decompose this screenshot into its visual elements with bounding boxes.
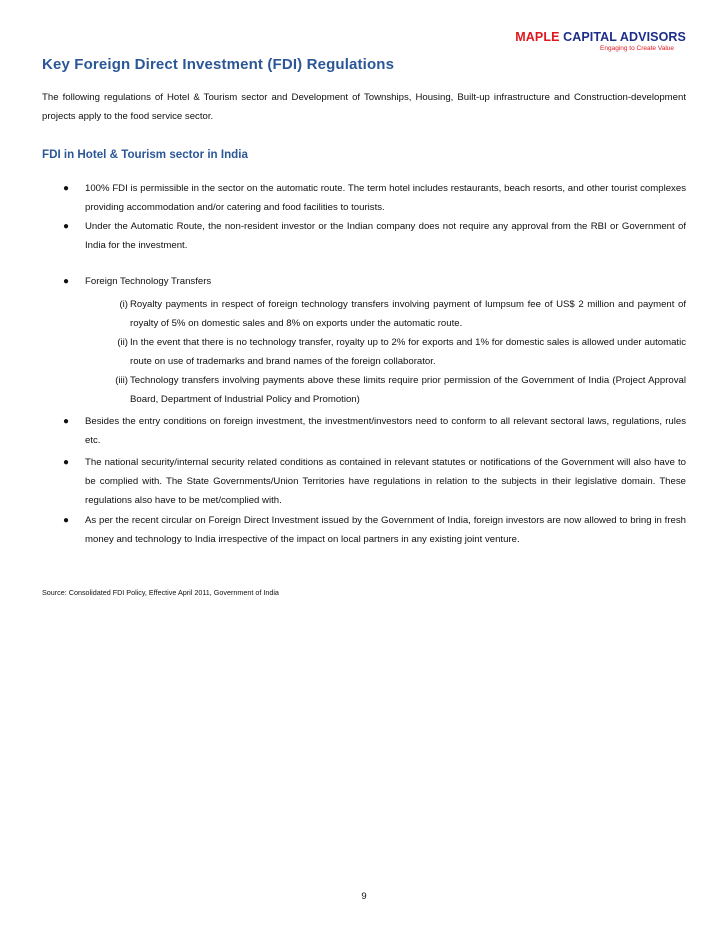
list-item [42,412,686,450]
logo-capital-advisors: CAPITAL ADVISORS [563,30,686,44]
bullet-list-c1 [42,412,686,450]
sub-list [106,295,686,409]
logo-tagline: Engaging to Create Value [600,45,674,52]
bullet-icon: ● [63,276,70,287]
bullet-text: Besides the entry conditions on foreign investment, the investment/investors need to conform to all relevant sectoral laws, regulations, rules etc. [85,416,686,446]
sub-item-number: (iii) [115,375,128,386]
list-item [42,453,686,510]
bullet-text: Foreign Technology Transfers [85,276,212,287]
sub-list-item [106,295,686,333]
list-item [42,217,686,255]
bullet-icon: ● [63,183,70,194]
bullet-text: As per the recent circular on Foreign Direct Investment issued by the Government of India, foreign investors are now allowed to bring in fresh money and technology to India irrespective of the impact on local partners in any existing joint venture. [85,515,686,545]
sub-item-text: Technology transfers involving payments above these limits require prior permission of the Government of India (Project Approval Board, Department of Industrial Policy and Promotion) [130,375,686,405]
company-logo [515,30,686,53]
bullet-text: Under the Automatic Route, the non-resident investor or the Indian company does not require any approval from the RBI or Government of India for the investment. [85,221,686,251]
sub-list-item [106,333,686,371]
bullet-text: The national security/internal security related conditions as contained in relevant statutes or notifications of the Government will also have to be complied with. The State Governments/Union Territories have regulations in relation to the subjects in their legislative domain. These regulations also have to be met/complied with. [85,457,686,506]
bullet-icon: ● [63,515,70,526]
list-item [42,179,686,217]
bullet-text: 100% FDI is permissible in the sector on the automatic route. The term hotel includes restaurants, beach resorts, and other tourist complexes providing accommodation and/or catering and food facilities to tourists. [85,183,686,213]
sub-item-text: In the event that there is no technology transfer, royalty up to 2% for exports and 1% for domestic sales is allowed under automatic route on use of trademarks and brand names of the foreign collaborator. [130,337,686,367]
bullet-icon: ● [63,416,70,427]
logo-wordmark [515,30,686,44]
bullet-icon: ● [63,221,70,232]
sub-item-number: (i) [119,299,128,310]
page-number: 9 [361,891,367,902]
section-title: FDI in Hotel & Tourism sector in India [42,148,248,161]
bullet-list-c3 [42,511,686,549]
logo-maple: MAPLE [515,30,560,44]
sub-item-text: Royalty payments in respect of foreign technology transfers involving payment of lumpsum fee of US$ 2 million and payment of royalty of 5% on domestic sales and 8% on exports under the automatic route. [130,299,686,329]
sub-item-number: (ii) [117,337,128,348]
list-item [42,511,686,549]
list-item [42,272,686,291]
intro-paragraph: The following regulations of Hotel & Tourism sector and Development of Townships, Housing, Built-up infrastructure and Construction-development projects apply to the food service sector. [42,92,686,122]
bullet-list-a [42,179,686,255]
bullet-list-b [42,272,686,291]
sub-list-item [106,371,686,409]
source-note: Source: Consolidated FDI Policy, Effective April 2011, Government of India [42,588,279,597]
bullet-icon: ● [63,457,70,468]
bullet-list-c2 [42,453,686,510]
page-title: Key Foreign Direct Investment (FDI) Regulations [42,56,395,73]
